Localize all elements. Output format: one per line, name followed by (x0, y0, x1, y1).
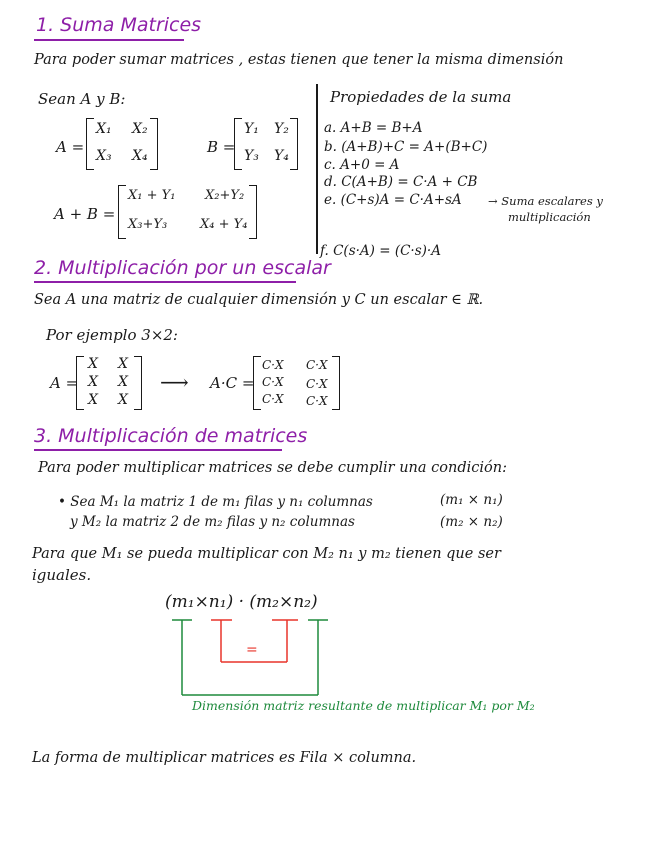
matrix-b-bracket-left (234, 118, 242, 170)
matrix-a2-bracket-left (76, 356, 84, 410)
matrix-ac-cell: C·X (262, 358, 284, 372)
property-item: b. (A+B)+C = A+(B+C) (324, 139, 488, 155)
section1-sean: Sean A y B: (38, 90, 126, 108)
section1-underline (34, 39, 184, 41)
properties-note: → Suma escalares y (488, 194, 603, 208)
matrix-ab-label: A + B = (54, 205, 116, 223)
matrix-ab-cell: X₁ + Y₁ (128, 188, 176, 203)
section2-intro: Sea A una matriz de cualquier dimensión y C un escalar ∈ ℝ. (34, 292, 484, 308)
section3-condition: Para que M₁ se pueda multiplicar con M₂ n₁ y m₂ tienen que ser (32, 546, 501, 562)
matrix-ab-cell: X₂+Y₂ (205, 188, 245, 203)
matrix-a-label: A = (56, 138, 85, 156)
property-item: e. (C+s)A = C·A+sA (324, 192, 462, 208)
matrix-a2-cell: X (118, 374, 128, 390)
matrix-a2-label: A = (50, 374, 79, 392)
section2-title: 2. Multiplicación por un escalar (34, 257, 331, 279)
section2-underline (34, 281, 296, 283)
matrix-ab-bracket-left (118, 185, 126, 239)
section3-title: 3. Multiplicación de matrices (34, 425, 308, 447)
matrix-a2-cell: X (88, 392, 98, 408)
matrix-ab-cell: X₃+Y₃ (128, 217, 168, 232)
matrix-b-cell: Y₂ (274, 121, 289, 137)
section1-intro: Para poder sumar matrices , estas tienen que tener la misma dimensión (34, 52, 564, 68)
section3-condition: iguales. (32, 566, 92, 584)
dimension-formula: (m₁×n₁) · (m₂×n₂) (165, 592, 318, 612)
matrix-a-bracket-left (86, 118, 94, 170)
result-dimension-label: Dimensión matriz resultante de multiplicar M₁ por M₂ (192, 698, 535, 713)
properties-title: Propiedades de la suma (330, 88, 512, 106)
matrix-a-cell: X₁ (96, 121, 112, 137)
matrix-ac-bracket-left (253, 356, 261, 410)
property-item: a. A+B = B+A (324, 120, 423, 136)
properties-divider (316, 84, 318, 254)
properties-note: multiplicación (508, 210, 591, 224)
matrix-a-cell: X₃ (96, 148, 112, 164)
matrix-a2-cell: X (118, 392, 128, 408)
matrix-ac-cell: C·X (262, 392, 284, 406)
matrix-a-bracket-right (150, 118, 158, 170)
section3-bullet-dim: (m₁ × n₁) (440, 492, 503, 508)
matrix-ac-cell: C·X (262, 375, 284, 389)
matrix-a2-cell: X (88, 356, 98, 372)
matrix-b-cell: Y₃ (244, 148, 259, 164)
matrix-a-cell: X₂ (132, 121, 148, 137)
matrix-ac-bracket-right (332, 356, 340, 410)
matrix-b-label: B = (207, 138, 236, 156)
equal-sign: = (246, 642, 258, 658)
property-item: f. C(s·A) = (C·s)·A (320, 243, 441, 259)
matrix-ac-cell: C·X (306, 358, 328, 372)
section3-bullet: • Sea M₁ la matriz 1 de m₁ filas y n₁ columnas (58, 494, 373, 510)
matrix-b-cell: Y₁ (244, 121, 259, 137)
matrix-ab-bracket-right (249, 185, 257, 239)
matrix-ac-label: A·C = (210, 374, 255, 392)
section3-underline (34, 449, 282, 451)
arrow-icon: ⟶ (160, 370, 189, 394)
section3-bullet: y M₂ la matriz 2 de m₂ filas y n₂ columnas (70, 514, 355, 530)
matrix-ac-cell: C·X (306, 377, 328, 391)
section1-title: 1. Suma Matrices (36, 14, 202, 36)
property-item: d. C(A+B) = C·A + CB (324, 174, 478, 190)
matrix-a-cell: X₄ (132, 148, 148, 164)
matrix-b-bracket-right (290, 118, 298, 170)
closing-text: La forma de multiplicar matrices es Fila × columna. (32, 750, 417, 766)
matrix-a2-cell: X (88, 374, 98, 390)
section2-example: Por ejemplo 3×2: (46, 326, 178, 344)
property-item: c. A+0 = A (324, 157, 400, 173)
matrix-ac-cell: C·X (306, 394, 328, 408)
matrix-a2-cell: X (118, 356, 128, 372)
section3-intro: Para poder multiplicar matrices se debe cumplir una condición: (38, 460, 507, 476)
section3-bullet-dim: (m₂ × n₂) (440, 514, 503, 530)
matrix-b-cell: Y₄ (274, 148, 289, 164)
matrix-ab-cell: X₄ + Y₄ (200, 217, 248, 232)
matrix-a2-bracket-right (134, 356, 142, 410)
